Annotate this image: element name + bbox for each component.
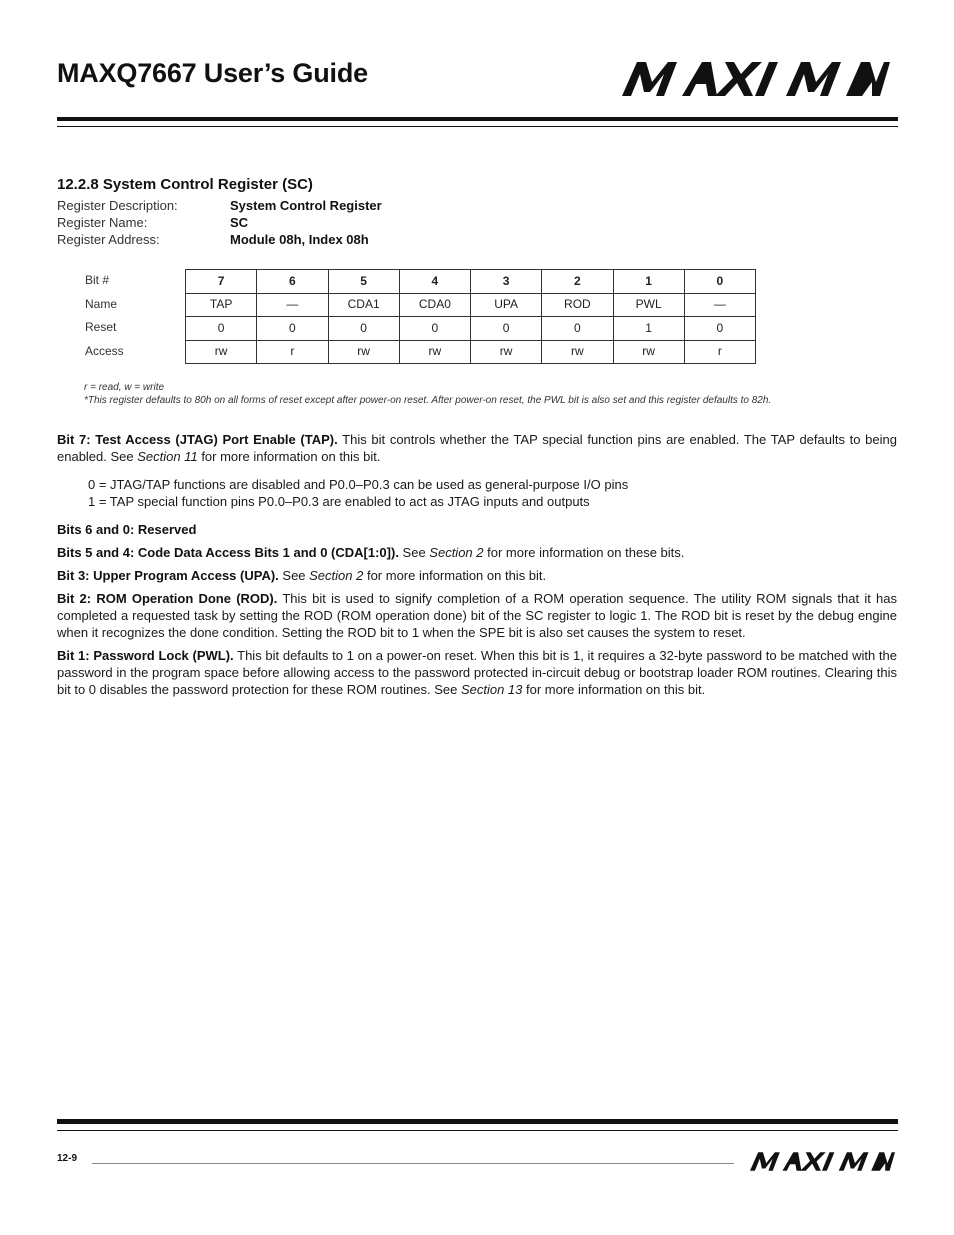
- access-cell: rw: [186, 340, 257, 364]
- bit3-heading: Bit 3: Upper Program Access (UPA).: [57, 568, 279, 583]
- reset-value-cell: 0: [257, 317, 328, 341]
- bit-name-cell: —: [684, 293, 755, 317]
- access-cell: rw: [328, 340, 399, 364]
- bit7-heading: Bit 7: Test Access (JTAG) Port Enable (TAP).: [57, 432, 338, 447]
- bit-name-cell: ROD: [542, 293, 613, 317]
- register-row-reset: [186, 317, 756, 341]
- access-cell: rw: [471, 340, 542, 364]
- reset-value-cell: 0: [328, 317, 399, 341]
- main-content: [57, 176, 897, 698]
- reset-value-cell: 0: [684, 317, 755, 341]
- bit-name-cell: TAP: [186, 293, 257, 317]
- text: See: [278, 568, 310, 583]
- bit1-heading: Bit 1: Password Lock (PWL).: [57, 648, 234, 663]
- register-map: [85, 269, 897, 364]
- header-rule-thick: [57, 117, 898, 121]
- maxim-logo: [622, 62, 890, 96]
- legend-note: *This register defaults to 80h on all forms of reset except after power-on reset. After power-on reset, the PWL bit is also set and this register defaults to 82h.: [84, 395, 772, 406]
- register-table: [185, 269, 756, 364]
- register-row-labels: [85, 269, 185, 364]
- bit-name-cell: PWL: [613, 293, 684, 317]
- section-reference: Section 2: [429, 545, 484, 560]
- text: for more information on this bit.: [197, 449, 381, 464]
- text: This bit controls whether the TAP special function pins are enabled. The TAP defaults to being enabled. See: [57, 432, 897, 464]
- bit-number-cell: 2: [542, 270, 613, 294]
- register-legend: [84, 381, 897, 407]
- bits60-heading: Bits 6 and 0: Reserved: [57, 522, 197, 537]
- meta-row: [57, 197, 897, 214]
- register-meta: [57, 197, 897, 248]
- register-row-bits: [186, 270, 756, 294]
- bit-name-cell: UPA: [471, 293, 542, 317]
- meta-row: [57, 231, 897, 248]
- reset-value-cell: 0: [186, 317, 257, 341]
- row-label: Bit #: [85, 273, 110, 287]
- meta-value: System Control Register: [230, 198, 382, 213]
- document-title: MAXQ7667 User’s Guide: [57, 58, 368, 88]
- section-reference: Section 11: [137, 449, 198, 464]
- footer-line: [92, 1163, 734, 1164]
- reset-value-cell: 0: [399, 317, 470, 341]
- meta-label: Register Description:: [57, 198, 178, 213]
- text: for more information on these bits.: [483, 545, 685, 560]
- list-item: 0 = JTAG/TAP functions are disabled and P0.0–P0.3 can be used as general-purpose I/O pins: [88, 477, 629, 492]
- bit1-description: [57, 647, 897, 698]
- text: for more information on this bit.: [363, 568, 547, 583]
- text: This bit defaults to 1 on a power-on reset. When this bit is 1, it requires a 32-byte password to be matched with the password in the program space before allowing access to the password protected in-circuit debug or bootstrap loader ROM routines. Clearing this bit to 0 disables the password protection for these ROM routines. See: [57, 648, 898, 697]
- bit2-heading: Bit 2: ROM Operation Done (ROD).: [57, 591, 278, 606]
- bits60-description: [57, 521, 897, 538]
- bit-number-cell: 0: [684, 270, 755, 294]
- page-number: 12-9: [57, 1153, 78, 1164]
- bit7-options: [57, 476, 897, 510]
- bit-number-cell: 7: [186, 270, 257, 294]
- bit-number-cell: 5: [328, 270, 399, 294]
- section-reference: Section 2: [309, 568, 364, 583]
- section-title: 12.2.8 System Control Register (SC): [57, 176, 313, 193]
- row-label: Name: [85, 296, 118, 311]
- footer-rule-thick: [57, 1119, 898, 1124]
- register-row-access: [186, 340, 756, 364]
- bit3-description: [57, 567, 897, 584]
- register-row-names: [186, 293, 756, 317]
- row-label: Access: [85, 343, 124, 358]
- meta-row: [57, 214, 897, 231]
- access-cell: r: [684, 340, 755, 364]
- access-cell: rw: [613, 340, 684, 364]
- bit-number-cell: 1: [613, 270, 684, 294]
- reset-value-cell: 0: [471, 317, 542, 341]
- bit-number-cell: 4: [399, 270, 470, 294]
- footer-rule-thin: [57, 1130, 898, 1131]
- section-reference: Section 13: [460, 682, 523, 697]
- bit-number-cell: 6: [257, 270, 328, 294]
- reset-value-cell: 0: [542, 317, 613, 341]
- reset-value-cell: 1: [613, 317, 684, 341]
- header-rule-thin: [57, 126, 898, 127]
- access-cell: r: [257, 340, 328, 364]
- bit-name-cell: —: [257, 293, 328, 317]
- text: for more information on this bit.: [522, 682, 706, 697]
- text: This bit is used to signify completion of a ROM operation sequence. The utility ROM signals that it has completed a requested task by setting the ROD (ROM operation done) bit of the SC register to logic 1. The ROD bit is reset by the debug engine when it recognizes the done condition. Setting the ROD bit to 1 when the SPE bit is also set causes the system to reset.: [57, 591, 897, 640]
- bits54-description: [57, 544, 897, 561]
- row-label: Reset: [85, 320, 117, 334]
- access-cell: rw: [399, 340, 470, 364]
- bit7-description: [57, 431, 897, 465]
- bit2-description: [57, 590, 897, 641]
- maxim-logo-footer: [750, 1152, 895, 1171]
- bits54-heading: Bits 5 and 4: Code Data Access Bits 1 and 0 (CDA[1:0]).: [57, 545, 399, 560]
- meta-label: Register Name:: [57, 215, 148, 230]
- meta-label: Register Address:: [57, 232, 160, 247]
- legend-line: r = read, w = write: [84, 382, 165, 393]
- bit-number-cell: 3: [471, 270, 542, 294]
- meta-value: SC: [230, 215, 249, 230]
- meta-value: Module 08h, Index 08h: [230, 232, 369, 247]
- bit-name-cell: CDA0: [399, 293, 470, 317]
- access-cell: rw: [542, 340, 613, 364]
- text: See: [398, 545, 430, 560]
- bit-name-cell: CDA1: [328, 293, 399, 317]
- list-item: 1 = TAP special function pins P0.0–P0.3 are enabled to act as JTAG inputs and outputs: [88, 494, 590, 509]
